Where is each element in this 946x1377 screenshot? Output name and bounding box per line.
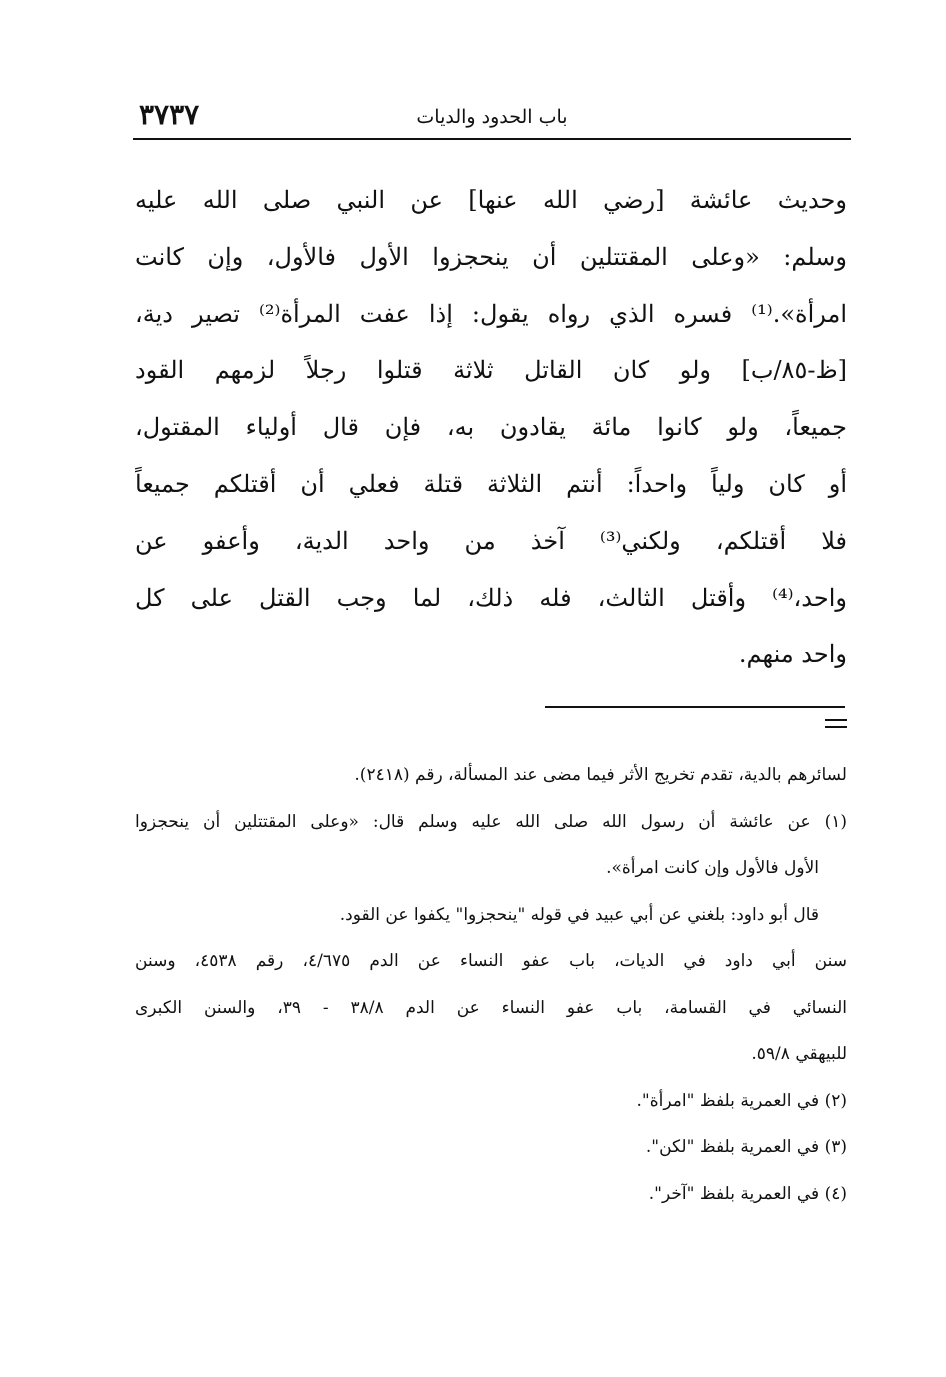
page-header (133, 98, 851, 140)
body-line: امرأة».⁽¹⁾ فسره الذي رواه يقول: إذا عفت المرأة⁽²⁾ تصير دية، (135, 299, 847, 328)
body-line: أو كان ولياً واحداً: أنتم الثلاثة قتلة فعلي أن أقتلكم جميعاً (135, 469, 847, 498)
page-number: ٣٧٣٧ (139, 98, 200, 131)
body-line: واحد،⁽⁴⁾ وأقتل الثالث، فله ذلك، لما وجب القتل على كل (135, 583, 847, 612)
footnote-1-line: النسائي في القسامة، باب عفو النساء عن الدم ٣٨/٨ - ٣٩، والسنن الكبرى (135, 997, 847, 1018)
footnote-3: (٣) في العمرية بلفظ "لكن". (645, 1137, 847, 1157)
footnote-1-line: الأول فالأول وإن كانت امرأة». (606, 858, 819, 878)
body-line: فلا أقتلكم، ولكني⁽³⁾ آخذ من واحد الدية، وأعفو عن (135, 526, 847, 555)
body-line: وسلم: «وعلى المقتتلين أن ينحجزوا الأول فالأول، وإن كانت (135, 242, 847, 271)
footnote-2: (٢) في العمرية بلفظ "امرأة". (636, 1090, 847, 1111)
footnote-1-line: للبيهقي ٥٩/٨. (751, 1044, 847, 1064)
footnote-separator (545, 706, 845, 708)
footnote-4: (٤) في العمرية بلفظ "آخر". (648, 1183, 847, 1204)
body-line: وحديث عائشة [رضي الله عنها] عن النبي صلى الله عليه (135, 186, 847, 214)
main-text (135, 172, 847, 683)
body-line: [ظ-٨٥/ب] ولو كان القاتل ثلاثة قتلوا رجلاً لزمهم القود (135, 356, 847, 385)
body-line-last: واحد منهم. (738, 640, 847, 669)
footnote-continuation: لسائرهم بالدية، تقدم تخريج الأثر فيما مضى عند المسألة، رقم (٢٤١٨). (354, 765, 847, 785)
footnote-1: (١) عن عائشة أن رسول الله صلى الله عليه وسلم قال: «وعلى المقتتلين أن ينحجزوا (135, 811, 847, 832)
running-title: باب الحدود والديات (416, 106, 568, 128)
footnote-1-line: سنن أبي داود في الديات، باب عفو النساء عن الدم ٤/٦٧٥، رقم ٤٥٣٨، وسنن (135, 951, 847, 971)
body-line: جميعاً، ولو كانوا مائة يقادون به، فإن قال أولياء المقتول، (135, 413, 847, 442)
footnotes (135, 752, 847, 1217)
footnote-continuation-mark (825, 719, 847, 733)
footnote-1-line: قال أبو داود: بلغني عن أبي عبيد في قوله "ينحجزوا" يكفوا عن القود. (339, 904, 819, 925)
